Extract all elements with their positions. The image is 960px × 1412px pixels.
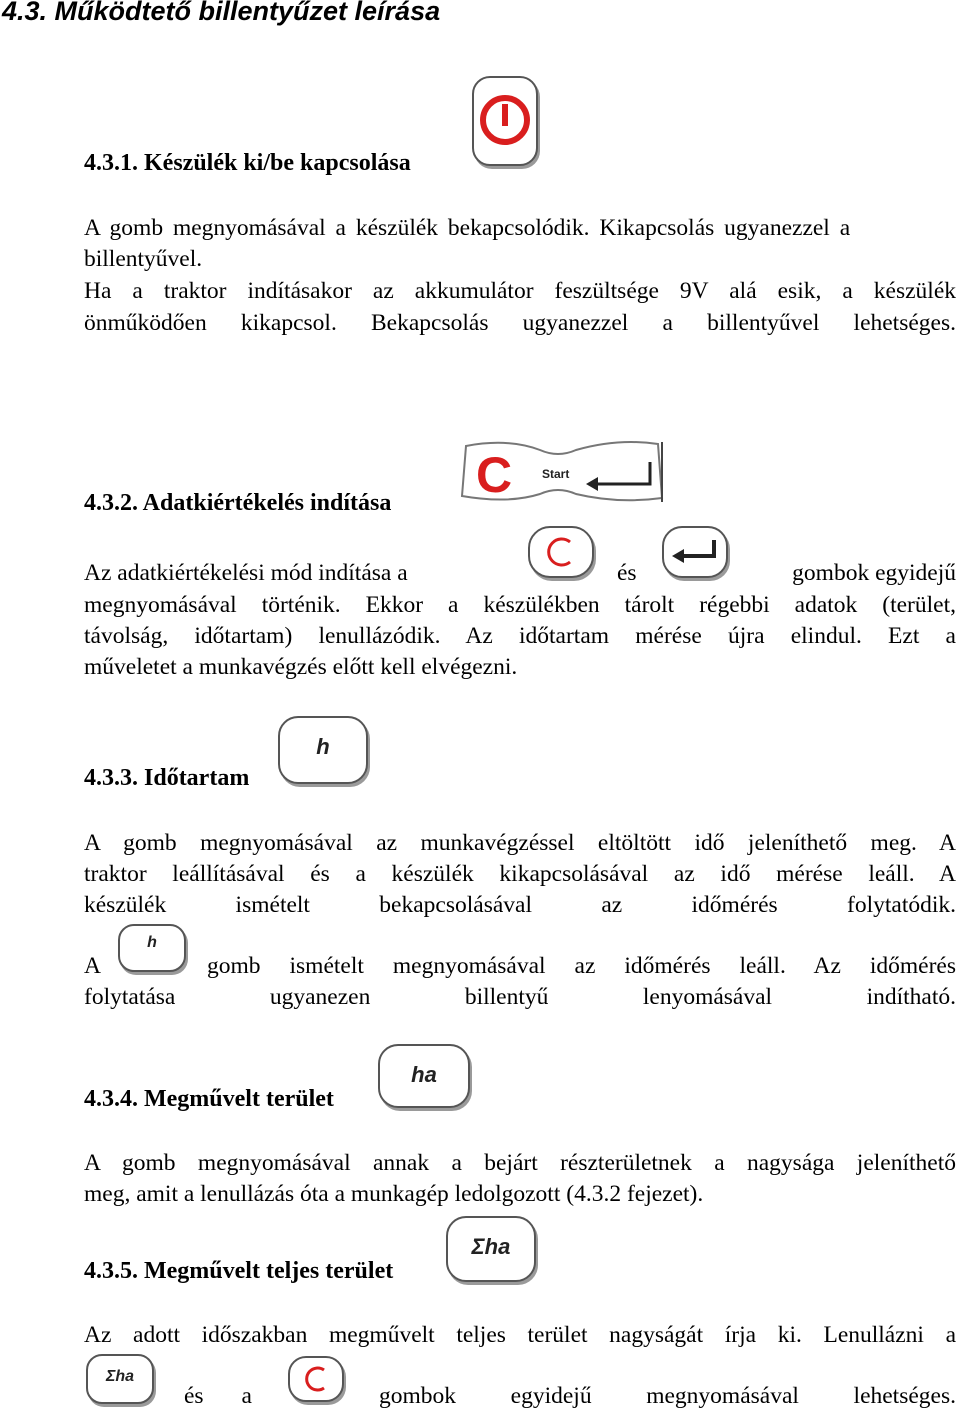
- s1-line-2: billentyűvel.: [84, 246, 203, 272]
- page-heading: 4.3. Működtető billentyűzet leírása: [2, 0, 441, 26]
- s4-line-1: A gomb megnyomásával annak a bejárt részterületnek a nagysága jeleníthető: [84, 1150, 956, 1176]
- power-key[interactable]: [472, 76, 538, 166]
- s3-line-4a: A: [84, 953, 101, 979]
- s2-line-1b: és: [617, 560, 637, 586]
- svg-text:Start: Start: [542, 467, 570, 481]
- s5-line-1: Az adott időszakban megművelt teljes terület nagyságát írja ki. Lenullázni a: [84, 1322, 956, 1348]
- enter-key[interactable]: [662, 526, 728, 578]
- section-4-3-1-title: 4.3.1. Készülék ki/be kapcsolása: [84, 150, 411, 176]
- section-4-3-2-title: 4.3.2. Adatkiértékelés indítása: [84, 490, 392, 516]
- section-4-3-5-title: 4.3.5. Megművelt teljes terület: [84, 1258, 394, 1284]
- h-key[interactable]: [278, 716, 368, 784]
- s3-line-1: A gomb megnyomásával az munkavégzéssel eltöltött idő jeleníthető meg. A: [84, 830, 956, 856]
- power-icon: [474, 78, 536, 164]
- s1-line-4: önműködően kikapcsol. Bekapcsolás ugyanezzel a billentyűvel lehetséges.: [84, 310, 956, 336]
- c-key[interactable]: [528, 526, 594, 578]
- svg-text:C: C: [476, 447, 513, 503]
- s2-line-1a: Az adatkiértékelési mód indítása a: [84, 560, 408, 586]
- h-key-inline-label: h: [147, 934, 157, 951]
- s1-line-1: A gomb megnyomásával a készülék bekapcsolódik. Kikapcsolás ugyanezzel a: [84, 215, 851, 241]
- enter-arrow-icon: [664, 528, 726, 576]
- ha-key[interactable]: [378, 1044, 470, 1108]
- clear-icon: [530, 528, 592, 576]
- s2-line-1c: gombok egyidejű: [792, 560, 956, 586]
- clear-icon: [290, 1358, 342, 1400]
- s4-line-2: meg, amit a lenullázás óta a munkagép ledolgozott (4.3.2 fejezet).: [84, 1181, 704, 1207]
- s2-line-2: megnyomásával történik. Ekkor a készülékben tárolt régebbi adatok (terület,: [84, 592, 956, 618]
- s3-line-4b: gomb ismételt megnyomásával az időmérés leáll. Az időmérés: [207, 953, 956, 979]
- ha-key-label: ha: [411, 1062, 437, 1087]
- s1-line-3: Ha a traktor indításakor az akkumulátor feszültsége 9V alá esik, a készülék: [84, 278, 956, 304]
- c-key-inline[interactable]: [288, 1356, 344, 1402]
- h-key-label: h: [316, 734, 330, 759]
- c-start-key-pair[interactable]: [448, 436, 670, 506]
- c-start-key-icon: [448, 436, 670, 506]
- sigma-ha-key[interactable]: [446, 1216, 536, 1282]
- s2-line-3: távolság, időtartam) lenullázódik. Az időtartam mérése újra elindul. Ezt a: [84, 623, 956, 649]
- s5-line-2b: gombok egyidejű megnyomásával lehetséges.: [379, 1383, 956, 1409]
- s3-line-5: folytatása ugyanezen billentyű lenyomásával indítható.: [84, 984, 956, 1010]
- sigma-ha-key-inline[interactable]: [86, 1354, 154, 1404]
- s5-line-2a: és a: [184, 1383, 252, 1409]
- s3-line-2: traktor leállításával és a készülék kikapcsolásával az idő mérése leáll. A: [84, 861, 956, 887]
- sigma-ha-key-label: Σha: [471, 1234, 511, 1259]
- s2-line-4: műveletet a munkavégzés előtt kell elvégezni.: [84, 654, 518, 680]
- sigma-ha-key-inline-label: Σha: [105, 1368, 135, 1385]
- h-key-inline[interactable]: [118, 924, 186, 972]
- s3-line-3: készülék ismételt bekapcsolásával az időmérés folytatódik.: [84, 892, 956, 918]
- section-4-3-4-title: 4.3.4. Megművelt terület: [84, 1086, 334, 1112]
- section-4-3-3-title: 4.3.3. Időtartam: [84, 765, 250, 791]
